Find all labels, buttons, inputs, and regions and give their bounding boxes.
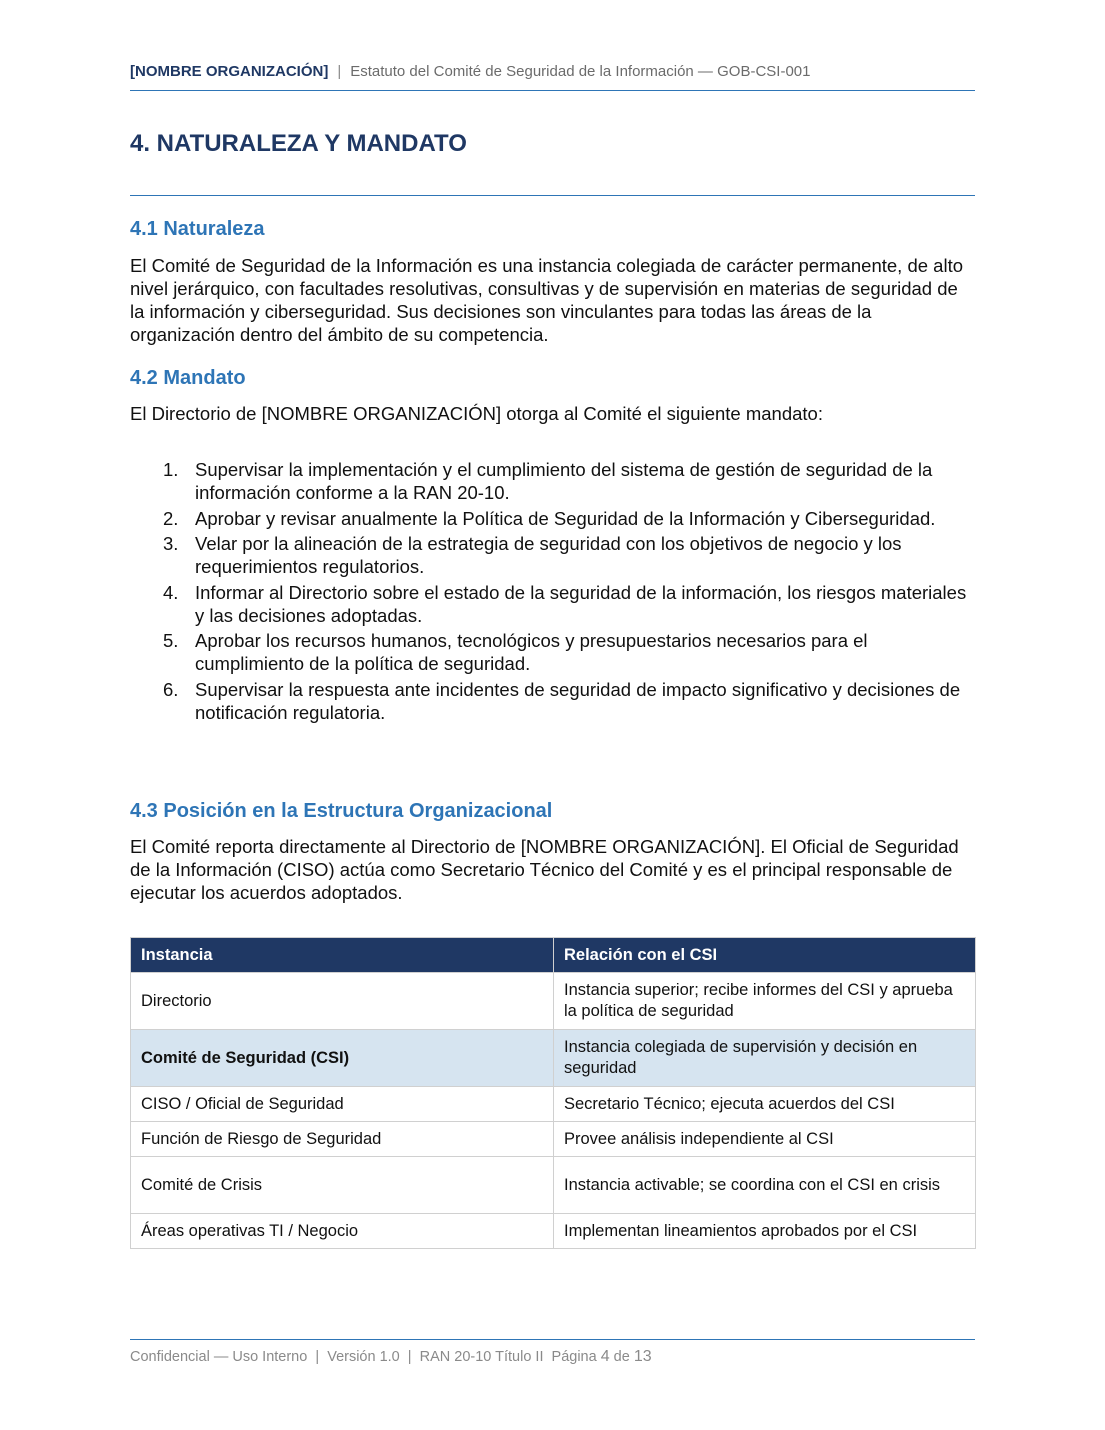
table-header-instancia: Instancia (131, 938, 554, 973)
page-header (130, 63, 975, 80)
table-cell: Directorio (131, 973, 554, 1030)
footer-rule (130, 1339, 975, 1340)
table-cell: CISO / Oficial de Seguridad (131, 1087, 554, 1122)
table-cell: Áreas operativas TI / Negocio (131, 1214, 554, 1249)
subsection-title-posicion: 4.3 Posición en la Estructura Organizacional (130, 800, 553, 822)
list-item-text: Supervisar la respuesta ante incidentes de seguridad de impacto significativo y decisiones de notificación regulatoria. (195, 678, 961, 723)
list-item (130, 458, 975, 504)
list-item-text: Informar al Directorio sobre el estado de la seguridad de la información, los riesgos materiales y las decisiones adoptadas. (195, 581, 967, 626)
table-cell: Función de Riesgo de Seguridad (131, 1122, 554, 1157)
list-item (130, 629, 975, 675)
table-cell: Instancia colegiada de supervisión y decisión en seguridad (554, 1030, 976, 1087)
table-row (131, 1157, 976, 1214)
list-item-number: 6. (163, 678, 179, 700)
list-item-text: Aprobar los recursos humanos, tecnológicos y presupuestarios necesarios para el cumplimiento de la política de seguridad. (195, 630, 868, 674)
table-row (131, 1214, 976, 1249)
header-rule (130, 90, 975, 91)
header-separator: | (337, 63, 342, 80)
footer-text: Confidencial — Uso Interno | Versión 1.0 | RAN 20-10 Título II Página (130, 1349, 597, 1365)
list-item (130, 532, 975, 578)
footer-page-total: 13 (633, 1348, 652, 1365)
table-header-row (131, 938, 976, 973)
mandato-intro: El Directorio de [NOMBRE ORGANIZACIÓN] otorga al Comité el siguiente mandato: (130, 403, 823, 424)
subsection-title-mandato: 4.2 Mandato (130, 367, 246, 389)
table-cell: Comité de Seguridad (CSI) (131, 1030, 554, 1087)
mandato-list (130, 458, 975, 726)
list-item (130, 507, 975, 530)
list-item-text: Supervisar la implementación y el cumplimiento del sistema de gestión de seguridad de la información conforme a la RAN 20-10. (195, 459, 933, 503)
section-title: 4. NATURALEZA Y MANDATO (130, 130, 467, 157)
list-item-number: 5. (163, 630, 179, 651)
table-cell: Provee análisis independiente al CSI (554, 1122, 976, 1157)
table-row (131, 1122, 976, 1157)
list-item-text: Velar por la alineación de la estrategia de seguridad con los objetivos de negocio y los requerimientos regulatorios. (195, 533, 902, 577)
list-item-number: 2. (163, 507, 179, 529)
relations-table (130, 937, 976, 1249)
list-item-text: Aprobar y revisar anualmente la Política de Seguridad de la Información y Ciberseguridad. (195, 507, 936, 529)
list-item-number: 1. (163, 459, 179, 480)
table-cell: Instancia superior; recibe informes del CSI y aprueba la política de seguridad (554, 973, 976, 1030)
page-footer (130, 1348, 652, 1366)
table-cell: Implementan lineamientos aprobados por el CSI (554, 1214, 976, 1249)
table-cell: Comité de Crisis (131, 1157, 554, 1214)
footer-of: de (613, 1349, 630, 1365)
table-row (131, 1087, 976, 1122)
table-cell: Instancia activable; se coordina con el CSI en crisis (554, 1157, 976, 1214)
list-item (130, 678, 975, 724)
header-doc-title: Estatuto del Comité de Seguridad de la Información — GOB-CSI-001 (350, 63, 811, 80)
table-cell: Secretario Técnico; ejecuta acuerdos del CSI (554, 1087, 976, 1122)
table-row (131, 973, 976, 1030)
posicion-paragraph: El Comité reporta directamente al Directorio de [NOMBRE ORGANIZACIÓN]. El Oficial de Seguridad de la Información (CISO) actúa como Secretario Técnico del Comité y es el principal responsable de ejecutar los acuerdos adoptados. (130, 836, 959, 903)
list-item-number: 3. (163, 533, 179, 554)
subsection-title-naturaleza: 4.1 Naturaleza (130, 218, 265, 240)
naturaleza-paragraph: El Comité de Seguridad de la Información es una instancia colegiada de carácter permanente, de alto nivel jerárquico, con facultades resolutivas, consultivas y de supervisión en materias de seguridad de la información y ciberseguridad. Sus decisiones son vinculantes para todas las áreas de la organización dentro del ámbito de su competencia. (130, 255, 964, 345)
header-org: [NOMBRE ORGANIZACIÓN] (130, 63, 329, 80)
table-header-relacion: Relación con el CSI (554, 938, 976, 973)
list-item-number: 4. (163, 581, 179, 603)
table-row-highlight (131, 1030, 976, 1087)
list-item (130, 581, 975, 627)
section-title-rule (130, 195, 975, 196)
footer-page-number: 4 (600, 1348, 610, 1365)
